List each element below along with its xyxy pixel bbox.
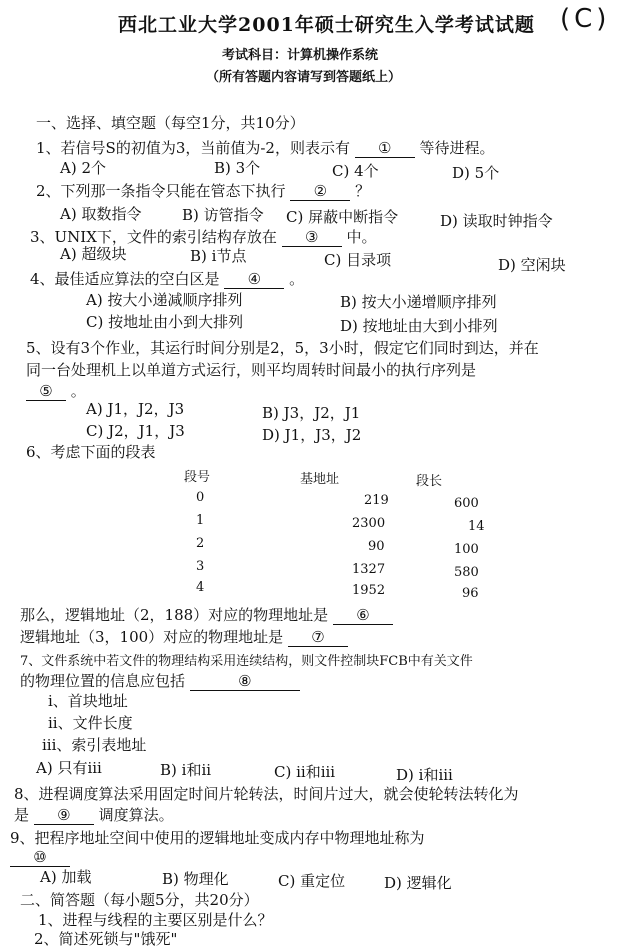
q1-stem (36, 137, 495, 158)
table-row-1-length: 14 (468, 519, 485, 534)
section2-heading: 二、简答题（每小题5分，共20分） (20, 891, 259, 909)
handwritten-mark: (C) (560, 4, 611, 34)
q2-blank: ② (290, 182, 350, 201)
q5-line1: 5、设有3个作业，其运行时间分别是2，5，3小时，假定它们同时到达，并在 (26, 339, 539, 357)
q1-stem-end: 等待进程。 (419, 139, 495, 157)
q4-option-c: C) 按地址由小到大排列 (86, 313, 244, 331)
q8-stem-end: 调度算法。 (98, 806, 174, 824)
table-header-segment: 段号 (184, 470, 211, 485)
q1-option-a: A) 2个 (60, 159, 106, 177)
section2-q1: 1、进程与线程的主要区别是什么？ (38, 911, 273, 929)
q5-option-b: B) J3，J2，J1 (262, 404, 361, 422)
q7-option-d: D) i和iii (396, 766, 453, 784)
table-header-length: 段长 (416, 474, 443, 489)
q9-line1: 9、把程序地址空间中使用的逻辑地址变成内存中物理地址称为 (10, 829, 425, 847)
q2-stem-end: ？ (355, 182, 371, 200)
q8-line2-text: 是 (14, 806, 30, 824)
exam-title: 西北工业大学2001年硕士研究生入学考试试题 (118, 14, 535, 36)
q7-item-i: i、首块地址 (48, 692, 128, 710)
q7-item-ii: ii、文件长度 (48, 714, 133, 732)
table-row-1-segment: 1 (196, 513, 205, 528)
q6-line2 (20, 626, 348, 647)
q4-stem-end: 。 (289, 270, 305, 288)
q9-blank-line (10, 848, 70, 867)
q3-option-a: A) 超级块 (60, 245, 127, 263)
q1-option-d: D) 5个 (452, 164, 500, 182)
table-row-3-segment: 3 (196, 559, 205, 574)
q4-blank: ④ (224, 270, 284, 289)
q5-line2: 同一台处理机上以单道方式运行，则平均周转时间最小的执行序列是 (26, 361, 477, 379)
table-header-base: 基地址 (300, 472, 340, 487)
table-row-4-segment: 4 (196, 580, 205, 595)
table-row-4-base: 1952 (352, 583, 386, 598)
q6-blank1: ⑥ (333, 606, 393, 625)
q5-blank: ⑤ (26, 382, 66, 401)
q7-line1: 7、文件系统中若文件的物理结构采用连续结构，则文件控制块FCB中有关文件 (20, 654, 473, 669)
q2-option-b: B) 访管指令 (182, 206, 264, 224)
q9-option-d: D) 逻辑化 (384, 874, 452, 892)
table-row-4-length: 96 (462, 586, 479, 601)
table-row-2-length: 100 (454, 542, 479, 557)
section2-q2: 2、简述死锁与"饿死" (34, 930, 178, 948)
table-row-1-base: 2300 (352, 516, 386, 531)
q6-line2-text: 逻辑地址（3，100）对应的物理地址是 (20, 628, 284, 646)
q2-option-a: A) 取数指令 (60, 205, 142, 223)
q2-option-c: C) 屏蔽中断指令 (286, 208, 399, 226)
table-row-0-length: 600 (454, 496, 479, 511)
q2-option-d: D) 读取时钟指令 (440, 212, 553, 230)
q7-option-c: C) ii和iii (274, 763, 336, 781)
q2-stem (36, 180, 370, 201)
q7-option-b: B) i和ii (160, 761, 212, 779)
q7-option-a: A) 只有iii (36, 759, 102, 777)
q6-line1 (20, 604, 393, 625)
q5-option-d: D) J1，J3，J2 (262, 426, 362, 444)
q9-option-b: B) 物理化 (162, 870, 229, 888)
q8-blank: ⑨ (34, 806, 94, 825)
q3-option-c: C) 目录项 (324, 251, 392, 269)
q4-option-b: B) 按大小递增顺序排列 (340, 293, 497, 311)
q5-option-c: C) J2，J1，J3 (86, 422, 185, 440)
q1-blank: ① (355, 139, 415, 158)
q3-option-d: D) 空闲块 (498, 256, 566, 274)
q7-line2 (20, 670, 300, 691)
table-row-2-segment: 2 (196, 536, 205, 551)
q2-stem-text: 2、下列那一条指令只能在管态下执行 (36, 182, 286, 200)
q3-option-b: B) i节点 (190, 247, 247, 265)
q4-stem (30, 268, 304, 289)
q8-line2 (14, 804, 174, 825)
q3-stem-end: 中。 (346, 228, 377, 246)
q7-blank: ⑧ (190, 672, 300, 691)
q6-stem: 6、考虑下面的段表 (26, 443, 156, 461)
q9-option-a: A) 加载 (40, 868, 92, 886)
table-row-2-base: 90 (368, 539, 385, 554)
q1-stem-text: 1、若信号S的初值为3，当前值为-2，则表示有 (36, 139, 350, 157)
q5-stem-end: 。 (70, 382, 86, 400)
q3-stem-text: 3、UNIX下，文件的索引结构存放在 (30, 228, 277, 246)
q5-option-a: A) J1，J2，J3 (86, 400, 185, 418)
q5-blank-line (26, 380, 86, 401)
q1-option-b: B) 3个 (214, 159, 261, 177)
q4-option-a: A) 按大小递减顺序排列 (86, 291, 243, 309)
section1-heading: 一、选择、填空题（每空1分，共10分） (36, 114, 305, 132)
exam-note: （所有答题内容请写到答题纸上） (206, 70, 402, 85)
exam-subject: 考试科目：计算机操作系统 (222, 48, 379, 63)
q6-line1-text: 那么，逻辑地址（2，188）对应的物理地址是 (20, 606, 329, 624)
q9-blank: ⑩ (10, 848, 70, 867)
table-row-3-base: 1327 (352, 562, 386, 577)
q7-item-iii: iii、索引表地址 (42, 736, 147, 754)
table-row-3-length: 580 (454, 565, 479, 580)
q1-option-c: C) 4个 (332, 162, 379, 180)
table-row-0-segment: 0 (196, 490, 205, 505)
q6-blank2: ⑦ (288, 628, 348, 647)
q9-option-c: C) 重定位 (278, 872, 346, 890)
q3-blank: ③ (282, 228, 342, 247)
q4-option-d: D) 按地址由大到小排列 (340, 317, 498, 335)
q8-line1: 8、进程调度算法采用固定时间片轮转法，时间片过大，就会使轮转法转化为 (14, 785, 519, 803)
table-row-0-base: 219 (364, 493, 389, 508)
q7-line2-text: 的物理位置的信息应包括 (20, 672, 186, 690)
q4-stem-text: 4、最佳适应算法的空白区是 (30, 270, 220, 288)
